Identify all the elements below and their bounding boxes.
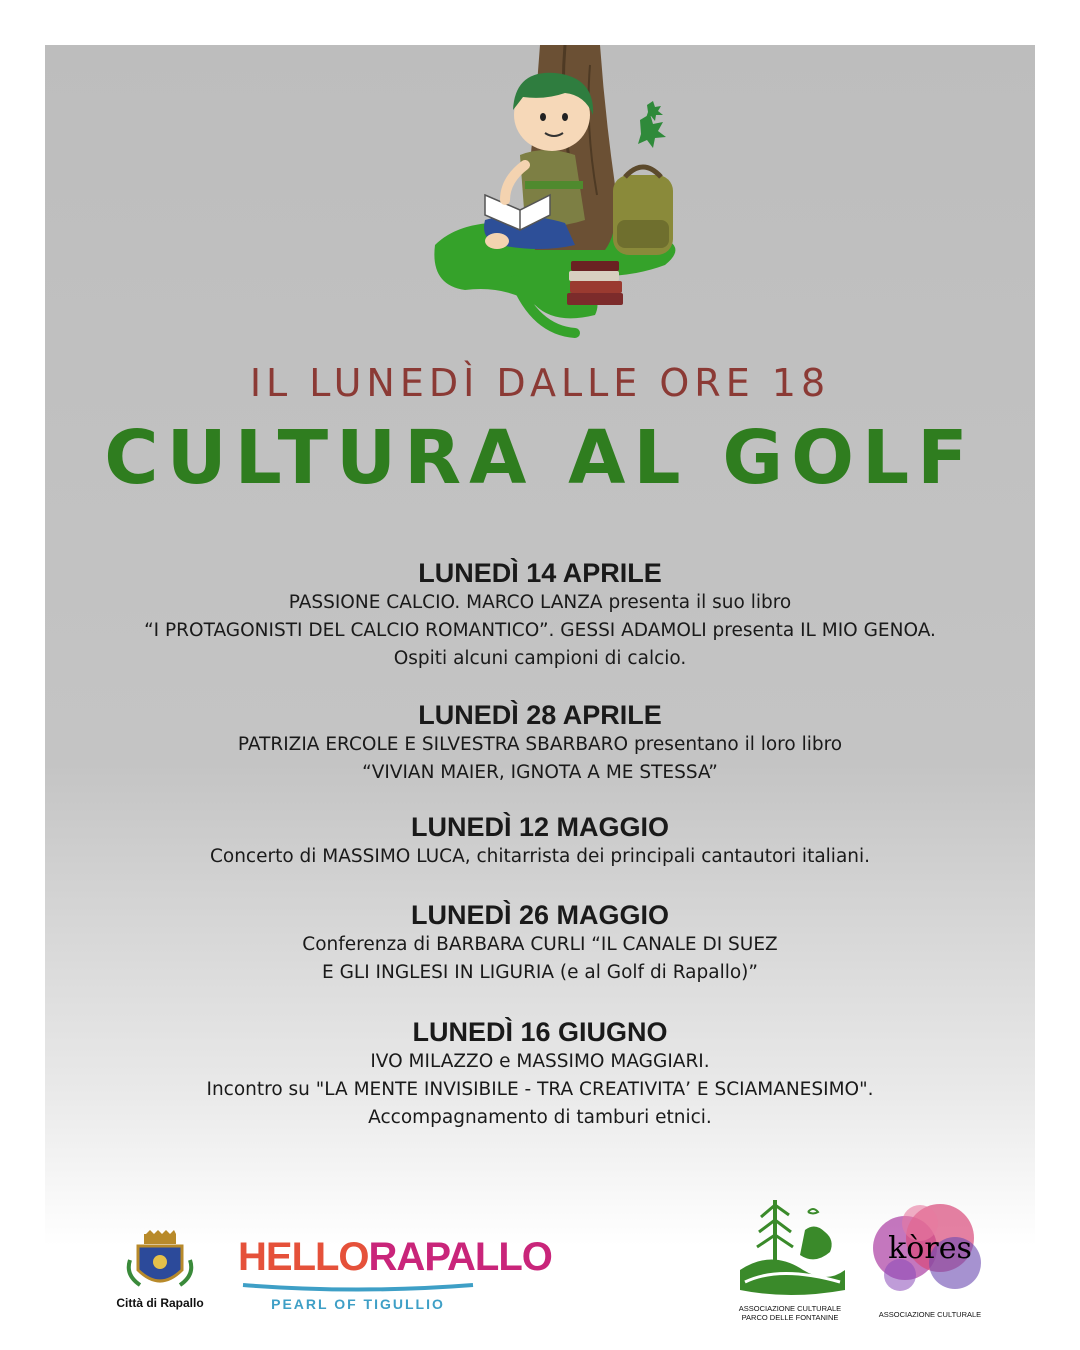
event-date: LUNEDÌ 26 MAGGIO (410, 900, 670, 930)
watercolor-splash-icon (860, 1193, 1000, 1298)
event-block (45, 699, 1035, 787)
event-description-line: Ospiti alcuni campioni di calcio. (393, 648, 687, 669)
event-description-line: PATRIZIA ERCOLE E SILVESTRA SBARBARO presentano il loro libro (237, 734, 843, 755)
event-block (45, 811, 1035, 871)
event-date: LUNEDÌ 16 GIUGNO (412, 1017, 668, 1047)
event-description-line: “I PROTAGONISTI DEL CALCIO ROMANTICO”. GESSI ADAMOLI presenta IL MIO GENOA. (144, 620, 936, 641)
event-date: LUNEDÌ 28 APRILE (418, 700, 662, 730)
event-description-line: Concerto di MASSIMO LUCA, chitarrista dei principali cantautori italiani. (209, 846, 871, 867)
kores-logo (860, 1193, 1000, 1319)
coat-of-arms-icon (110, 1230, 210, 1292)
event-description-line: Incontro su "LA MENTE INVISIBILE - TRA CREATIVITA’ E SCIAMANESIMO". (206, 1079, 874, 1100)
event-date: LUNEDÌ 12 MAGGIO (410, 812, 670, 842)
event-description-line: Accompagnamento di tamburi etnici. (368, 1107, 712, 1128)
event-block (45, 557, 1035, 673)
wave-underline-icon (238, 1282, 478, 1292)
pearl-tagline: PEARL OF TIGULLIO (271, 1296, 445, 1312)
citta-caption: Città di Rapallo (116, 1296, 204, 1310)
kores-name: kòres (888, 1231, 972, 1266)
event-date: LUNEDÌ 14 APRILE (418, 558, 662, 588)
boy-reading-illustration (425, 45, 695, 345)
event-description-line: IVO MILAZZO e MASSIMO MAGGIARI. (370, 1051, 710, 1072)
event-description-line: E GLI INGLESI IN LIGURIA (e al Golf di Rapallo)” (322, 962, 758, 983)
poster (45, 45, 1035, 1350)
citta-di-rapallo-logo (110, 1230, 210, 1310)
parco-caption-line2: PARCO DELLE FONTANINE (741, 1313, 839, 1322)
parco-delle-fontanine-logo (730, 1190, 850, 1322)
event-description-line: PASSIONE CALCIO. MARCO LANZA presenta il suo libro (288, 592, 792, 613)
parco-caption-line1: ASSOCIAZIONE CULTURALE (738, 1304, 842, 1313)
hello-rapallo-logo (238, 1235, 552, 1312)
rapallo-word: RAPALLO (368, 1235, 552, 1279)
schedule-subtitle: IL LUNEDÌ DALLE ORE 18 (249, 361, 831, 405)
hello-word: HELLO (238, 1235, 369, 1279)
event-block (45, 1016, 1035, 1132)
kores-caption: ASSOCIAZIONE CULTURALE (878, 1310, 982, 1319)
event-description-line: Conferenza di BARBARA CURLI “IL CANALE DI SUEZ (302, 934, 778, 955)
event-description-line: “VIVIAN MAIER, IGNOTA A ME STESSA” (362, 762, 718, 783)
event-title: CULTURA AL GOLF (104, 415, 976, 501)
event-block (45, 899, 1035, 987)
tree-hills-icon (730, 1190, 850, 1300)
